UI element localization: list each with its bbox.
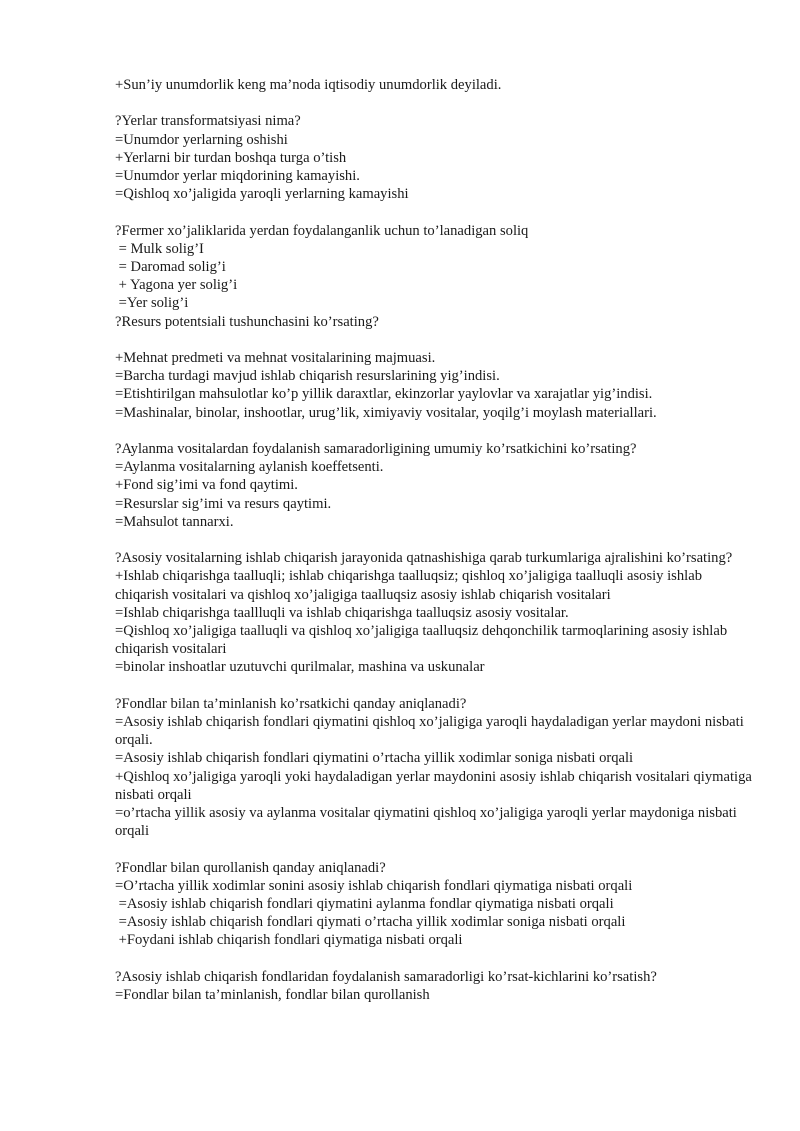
answer-line: = Mulk solig’I bbox=[115, 240, 204, 257]
question-line: ?Resurs potentsiali tushunchasini ko’rsating? bbox=[115, 313, 379, 330]
document-body bbox=[115, 76, 755, 1004]
text-line bbox=[115, 840, 755, 858]
answer-line: =binolar inshoatlar uzutuvchi qurilmalar, mashina va uskunalar bbox=[115, 659, 485, 676]
text-line bbox=[115, 677, 755, 695]
answer-line: +Ishlab chiqarishga taalluqli; ishlab chiqarishga taalluqsiz; qishloq xo’jaligiga taalluqli asosiy ishlab chiqarish vositalari va qishloq xo’jaligiga taalluqsiz asosiy ishlab chiqarish vositalari bbox=[115, 568, 706, 603]
text-line bbox=[115, 422, 755, 440]
answer-line: +Fond sig’imi va fond qaytimi. bbox=[115, 477, 298, 494]
answer-line: =Fondlar bilan ta’minlanish, fondlar bilan qurollanish bbox=[115, 987, 430, 1004]
text-line: +Sun’iy unumdorlik keng ma’noda iqtisodiy unumdorlik deyiladi. bbox=[115, 77, 502, 93]
answer-line: = Daromad solig’i bbox=[115, 259, 226, 275]
answer-line: =Mashinalar, binolar, inshootlar, urug’lik, ximiyaviy vositalar, yoqilg’i moylash materiallari. bbox=[115, 404, 657, 421]
answer-line: =Qishloq xo’jaligiga taalluqli va qishloq xo’jaligiga taalluqsiz dehqonchilik tarmoqlarining asosiy ishlab chiqarish vositalari bbox=[115, 623, 731, 658]
answer-line: =Unumdor yerlar miqdorining kamayishi. bbox=[115, 168, 360, 184]
answer-line: + Yagona yer solig’i bbox=[115, 277, 238, 294]
answer-line: +Mehnat predmeti va mehnat vositalarining majmuasi. bbox=[115, 350, 436, 366]
text-line bbox=[115, 331, 755, 349]
answer-line: =Qishloq xo’jaligida yaroqli yerlarning kamayishi bbox=[115, 186, 409, 203]
answer-line: =Barcha turdagi mavjud ishlab chiqarish resurslarining yig’indisi. bbox=[115, 368, 500, 385]
answer-line: =Asosiy ishlab chiqarish fondlari qiymatini aylanma fondlar qiymatiga nisbati orqali bbox=[115, 896, 614, 913]
answer-line: =Aylanma vositalarning aylanish koeffetsenti. bbox=[115, 459, 384, 476]
text-line bbox=[115, 531, 755, 549]
answer-line: =Asosiy ishlab chiqarish fondlari qiymatini o’rtacha yillik xodimlar soniga nisbati orqali bbox=[115, 750, 634, 767]
question-line: ?Fondlar bilan ta’minlanish ko’rsatkichi qanday aniqlanadi? bbox=[115, 695, 467, 712]
answer-line: =Asosiy ishlab chiqarish fondlari qiymati o’rtacha yillik xodimlar soniga nisbati orqali bbox=[115, 914, 626, 931]
answer-line: +Qishloq xo’jaligiga yaroqli yoki haydaladigan yerlar maydonini asosiy ishlab chiqarish vositalari qiymatiga nisbati orqali bbox=[115, 768, 756, 803]
answer-line: =Ishlab chiqarishga taallluqli va ishlab chiqarishga taalluqsiz asosiy vositalar. bbox=[115, 604, 569, 621]
answer-line: =Yer solig’i bbox=[115, 295, 189, 312]
text-line bbox=[115, 950, 755, 968]
answer-line: +Yerlarni bir turdan boshqa turga o’tish bbox=[115, 149, 347, 166]
answer-line: =O’rtacha yillik xodimlar sonini asosiy ishlab chiqarish fondlari qiymatiga nisbati orqali bbox=[115, 877, 633, 894]
answer-line: =Unumdor yerlarning oshishi bbox=[115, 131, 288, 148]
question-line: ?Fermer xo’jaliklarida yerdan foydalanganlik uchun to’lanadigan soliq bbox=[115, 222, 529, 239]
answer-line: =Resurslar sig’imi va resurs qaytimi. bbox=[115, 495, 332, 512]
text-line bbox=[115, 203, 755, 221]
question-line: ?Asosiy ishlab chiqarish fondlaridan foydalanish samaradorligi ko’rsat-kichlarini ko’rsatish? bbox=[115, 968, 657, 985]
answer-line: =Mahsulot tannarxi. bbox=[115, 513, 234, 530]
question-line: ?Fondlar bilan qurollanish qanday aniqlanadi? bbox=[115, 859, 386, 876]
answer-line: =o’rtacha yillik asosiy va aylanma vositalar qiymatini qishloq xo’jaligiga yaroqli yerlar maydoniga nisbati orqali bbox=[115, 805, 741, 840]
question-line: ?Asosiy vositalarning ishlab chiqarish jarayonida qatnashishiga qarab turkumlariga ajralishini ko’rsating? bbox=[115, 550, 733, 567]
question-line: ?Yerlar transformatsiyasi nima? bbox=[115, 113, 301, 130]
text-line bbox=[115, 94, 755, 112]
question-line: ?Aylanma vositalardan foydalanish samaradorligining umumiy ko’rsatkichini ko’rsating? bbox=[115, 441, 637, 457]
answer-line: =Etishtirilgan mahsulotlar ko’p yillik daraxtlar, ekinzorlar yaylovlar va xarajatlar yig’indisi. bbox=[115, 386, 653, 403]
answer-line: +Foydani ishlab chiqarish fondlari qiymatiga nisbati orqali bbox=[115, 932, 463, 949]
answer-line: =Asosiy ishlab chiqarish fondlari qiymatini qishloq xo’jaligiga yaroqli haydaladigan yerlar maydoni nisbati orqali. bbox=[115, 714, 748, 749]
